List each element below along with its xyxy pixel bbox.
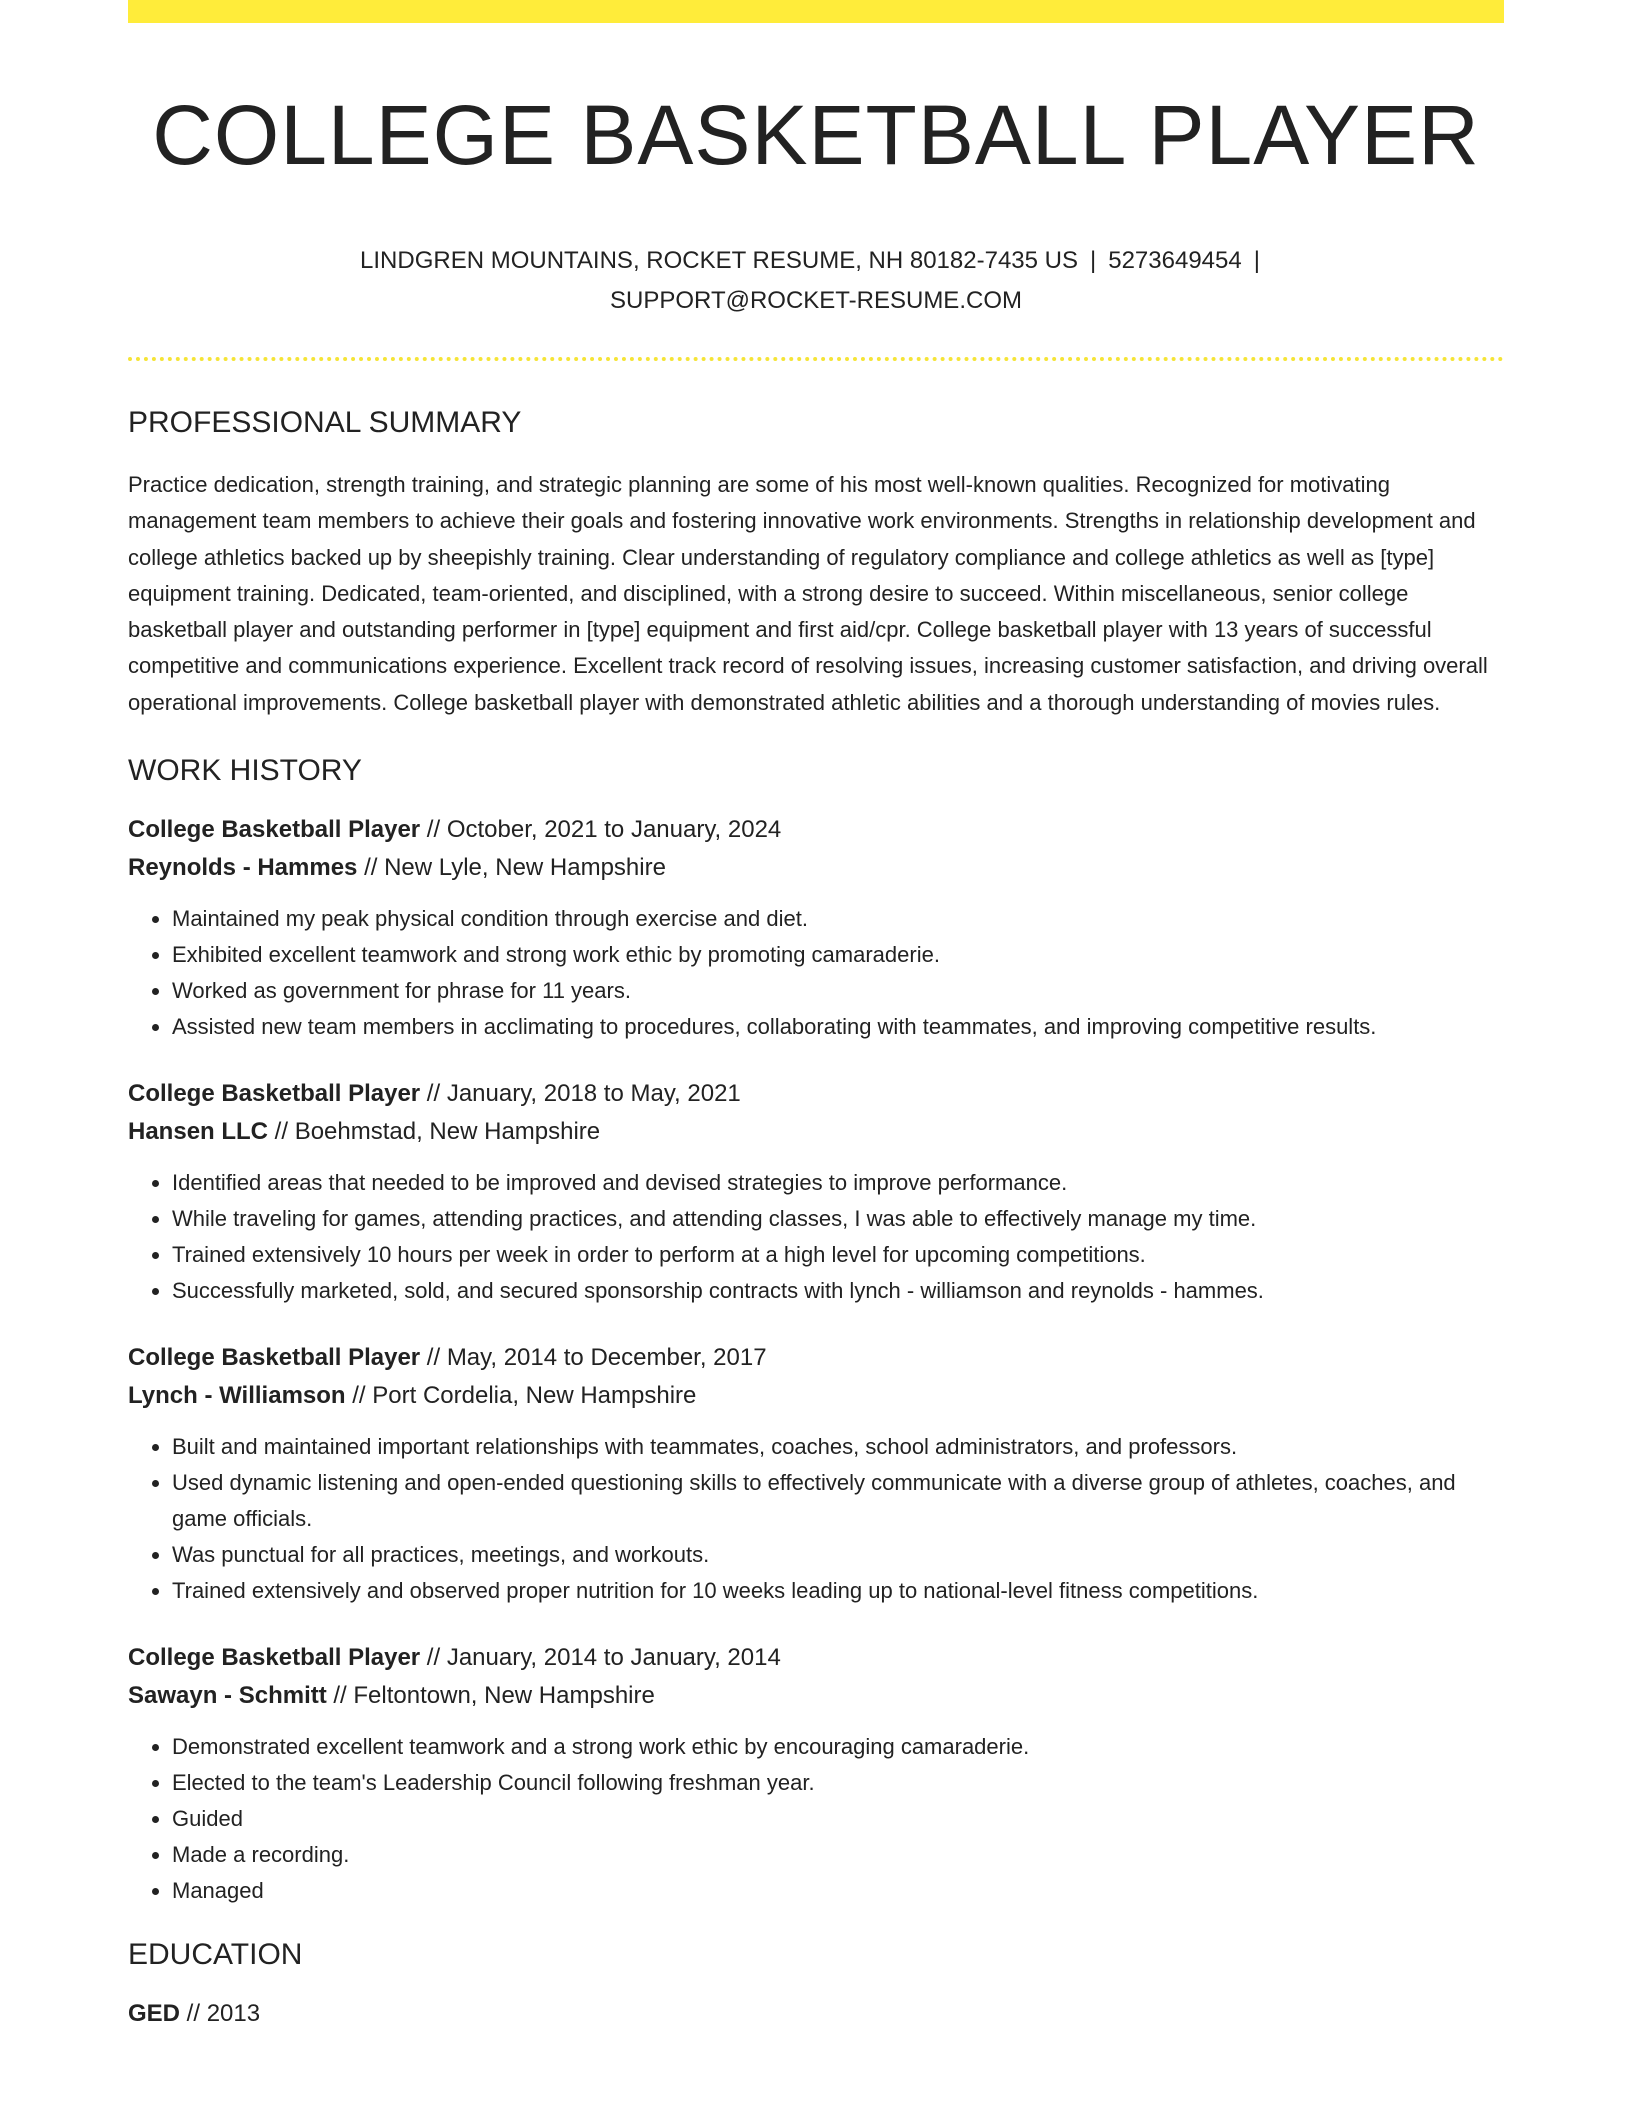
job-company: Lynch - Williamson [128, 1382, 346, 1410]
education-heading: EDUCATION [128, 1938, 303, 1972]
job-role-line [128, 1639, 1504, 1677]
job-company-line [128, 1677, 1504, 1715]
summary-text: Practice dedication, strength training, and strategic planning are some of his most well-known qualities. Recognized for motivating management team members to achieve their goals and fostering innovative work environments. Strengths in relationship development and college athletics backed up by sheepishly training. Clear understanding of regulatory compliance and college athletics as well as [type] equipment training. Dedicated, team-oriented, and disciplined, with a strong desire to succeed. Within miscellaneous, senior college basketball player and outstanding performer in [type] equipment and first aid/cpr. College basketball player with 13 years of successful competitive and communications experience. Excellent track record of resolving issues, increasing customer satisfaction, and driving overall operational improvements. College basketball player with demonstrated athletic abilities and a thorough understanding of movies rules. [128, 472, 1488, 715]
job-role: College Basketball Player [128, 816, 421, 844]
job-bullet: • Trained extensively and observed proper nutrition for 10 weeks leading up to national-level fitness competitions. [172, 1573, 1504, 1609]
dotted-divider [128, 357, 1504, 361]
job-separator: // [420, 1344, 447, 1372]
resume-content [128, 23, 1504, 2033]
job-bullet: • Demonstrated excellent teamwork and a strong work ethic by encouraging camaraderie. [172, 1729, 1504, 1765]
job-bullet: • Maintained my peak physical condition through exercise and diet. [172, 901, 1504, 937]
contact-separator: | [1253, 247, 1260, 274]
job-bullet: • Guided [172, 1801, 1504, 1837]
job-company: Hansen LLC [128, 1118, 269, 1146]
job-bullet: • Made a recording. [172, 1837, 1504, 1873]
job-location: Feltontown, New Hampshire [353, 1682, 655, 1710]
job-location: Boehmstad, New Hampshire [294, 1118, 601, 1146]
job-bullet: • Elected to the team's Leadership Council following freshman year. [172, 1765, 1504, 1801]
job-bullets [128, 1165, 1504, 1309]
job-separator: // [420, 816, 447, 844]
job-separator: // [345, 1382, 373, 1410]
job-company-line [128, 1113, 1504, 1151]
job-bullet: • Used dynamic listening and open-ended questioning skills to effectively communicate with a diverse group of athletes, coaches, and game officials. [172, 1465, 1504, 1537]
job-role-line [128, 811, 1504, 849]
education-degree: GED [128, 2000, 181, 2028]
contact-phone: 5273649454 [1108, 247, 1242, 274]
work-history-list [128, 811, 1504, 1909]
job-bullet: • Managed [172, 1873, 1504, 1909]
job-company-line [128, 849, 1504, 887]
job-entry [128, 1339, 1504, 1609]
job-company-line [128, 1377, 1504, 1415]
job-bullet: • Was punctual for all practices, meetings, and workouts. [172, 1537, 1504, 1573]
job-role: College Basketball Player [128, 1080, 421, 1108]
job-bullets [128, 1729, 1504, 1909]
contact-address: LINDGREN MOUNTAINS, ROCKET RESUME, NH 80182-7435 US [360, 247, 1078, 274]
job-dates: January, 2014 to January, 2014 [446, 1644, 781, 1672]
job-bullet: • Exhibited excellent teamwork and strong work ethic by promoting camaraderie. [172, 937, 1504, 973]
job-bullet: • Trained extensively 10 hours per week in order to perform at a high level for upcoming competitions. [172, 1237, 1504, 1273]
job-role: College Basketball Player [128, 1644, 421, 1672]
job-bullet: • Identified areas that needed to be improved and devised strategies to improve performance. [172, 1165, 1504, 1201]
job-role-line [128, 1339, 1504, 1377]
job-role-line [128, 1075, 1504, 1113]
summary-heading: PROFESSIONAL SUMMARY [128, 406, 522, 439]
job-dates: October, 2021 to January, 2024 [446, 816, 782, 844]
job-location: New Lyle, New Hampshire [384, 854, 666, 882]
job-separator: // [357, 854, 385, 882]
job-bullet: • Assisted new team members in acclimating to procedures, collaborating with teammates, and improving competitive results. [172, 1009, 1504, 1045]
job-bullet: • Built and maintained important relationships with teammates, coaches, school administrators, and professors. [172, 1429, 1504, 1465]
candidate-title: COLLEGE BASKETBALL PLAYER [152, 88, 1480, 182]
job-location: Port Cordelia, New Hampshire [372, 1382, 697, 1410]
contact-separator: | [1090, 247, 1097, 274]
job-dates: January, 2018 to May, 2021 [446, 1080, 741, 1108]
job-bullet: • While traveling for games, attending practices, and attending classes, I was able to effectively manage my time. [172, 1201, 1504, 1237]
job-entry [128, 1639, 1504, 1909]
job-bullets [128, 1429, 1504, 1609]
education-year: 2013 [206, 2000, 261, 2028]
education-separator: // [180, 2000, 207, 2028]
job-company: Reynolds - Hammes [128, 854, 358, 882]
job-bullets [128, 901, 1504, 1045]
top-accent-bar [128, 0, 1504, 23]
contact-info [316, 241, 1316, 321]
job-entry [128, 1075, 1504, 1309]
job-separator: // [268, 1118, 295, 1146]
job-separator: // [326, 1682, 354, 1710]
education-entry [128, 1995, 1504, 2033]
job-bullet: • Worked as government for phrase for 11 years. [172, 973, 1504, 1009]
work-history-heading: WORK HISTORY [128, 754, 362, 788]
job-separator: // [420, 1644, 447, 1672]
job-separator: // [420, 1080, 447, 1108]
job-entry [128, 811, 1504, 1045]
job-dates: May, 2014 to December, 2017 [446, 1344, 767, 1372]
job-company: Sawayn - Schmitt [128, 1682, 327, 1710]
job-bullet: • Successfully marketed, sold, and secured sponsorship contracts with lynch - williamson and reynolds - hammes. [172, 1273, 1504, 1309]
contact-email: SUPPORT@ROCKET-RESUME.COM [610, 287, 1022, 314]
job-role: College Basketball Player [128, 1344, 421, 1372]
